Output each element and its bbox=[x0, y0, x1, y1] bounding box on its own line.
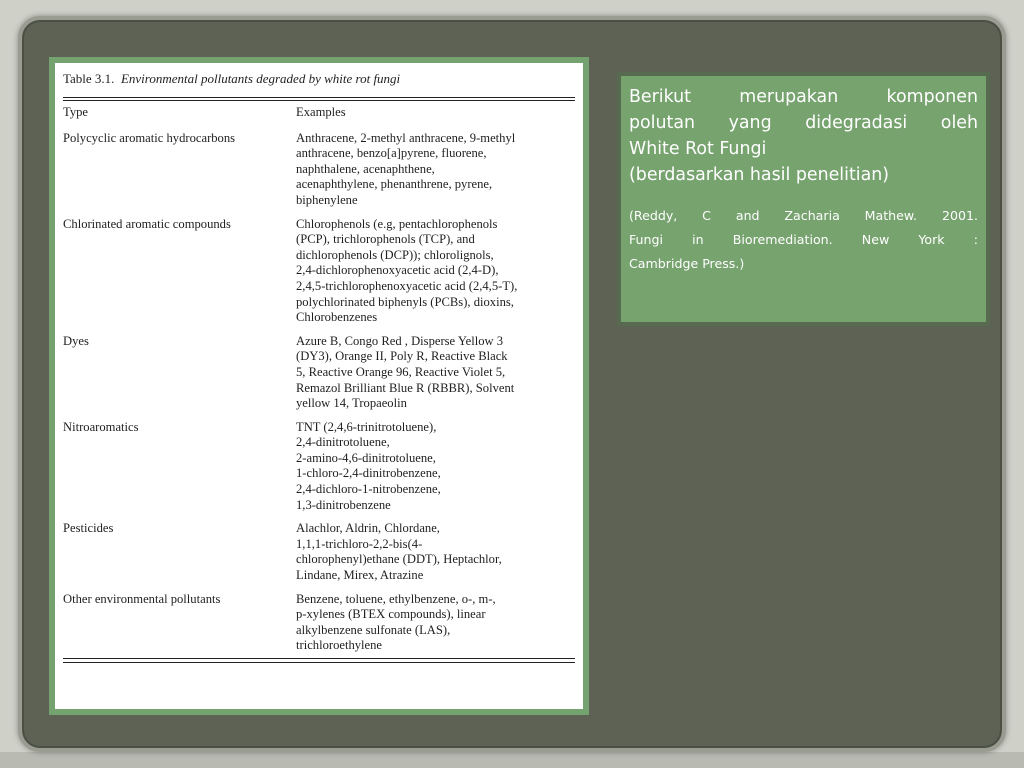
example-line: Remazol Brilliant Blue R (RBBR), Solvent bbox=[296, 380, 515, 395]
example-line: TNT (2,4,6-trinitrotoluene), bbox=[296, 419, 437, 434]
example-line: 1,3-dinitrobenzene bbox=[296, 497, 391, 512]
pollutants-table bbox=[63, 101, 575, 658]
example-line: acenaphthylene, phenanthrene, pyrene, bbox=[296, 177, 493, 192]
table-row bbox=[63, 330, 575, 416]
example-line: (DY3), Orange II, Poly R, Reactive Black bbox=[296, 349, 508, 364]
example-line: Alachlor, Aldrin, Chlordane, bbox=[296, 521, 440, 536]
reference-line: Cambridge Press.) bbox=[629, 256, 745, 271]
pollutant-type: Dyes bbox=[63, 333, 89, 348]
description-main-text bbox=[629, 84, 978, 188]
header-type: Type bbox=[63, 105, 88, 119]
pollutant-examples bbox=[296, 127, 575, 213]
table-body bbox=[63, 127, 575, 658]
pollutant-type: Nitroaromatics bbox=[63, 419, 139, 434]
example-line: Benzene, toluene, ethylbenzene, o-, m-, bbox=[296, 591, 496, 606]
pollutant-type: Other environmental pollutants bbox=[63, 591, 221, 606]
table-caption bbox=[63, 71, 575, 87]
table-caption-title: Environmental pollutants degraded by white rot fungi bbox=[120, 71, 401, 86]
main-line: (berdasarkan hasil penelitian) bbox=[629, 165, 890, 185]
pollutant-examples bbox=[296, 416, 575, 518]
example-line: polychlorinated biphenyls (PCBs), dioxins, bbox=[296, 294, 514, 309]
pollutant-type: Chlorinated aromatic compounds bbox=[63, 216, 231, 231]
slide-bottom-band bbox=[0, 752, 1024, 768]
example-line: 5, Reactive Orange 96, Reactive Violet 5, bbox=[296, 364, 506, 379]
example-line: Chlorophenols (e.g, pentachlorophenols bbox=[296, 216, 498, 231]
example-line: alkylbenzene sulfonate (LAS), bbox=[296, 622, 451, 637]
table-row bbox=[63, 416, 575, 518]
pollutant-examples bbox=[296, 588, 575, 658]
example-line: 2,4-dichloro-1-nitrobenzene, bbox=[296, 482, 441, 497]
main-line: Berikut merupakan komponen bbox=[629, 87, 978, 107]
table-row bbox=[63, 213, 575, 330]
example-line: 1,1,1-trichloro-2,2-bis(4- bbox=[296, 536, 423, 551]
table-paper bbox=[55, 63, 583, 709]
pollutant-type: Polycyclic aromatic hydrocarbons bbox=[63, 130, 236, 145]
example-line: naphthalene, acenaphthene, bbox=[296, 161, 435, 176]
example-line: anthracene, benzo[a]pyrene, fluorene, bbox=[296, 146, 487, 161]
example-line: Chlorobenzenes bbox=[296, 310, 378, 325]
reference-line: Fungi in Bioremediation. New York : bbox=[629, 232, 978, 247]
table-row bbox=[63, 517, 575, 587]
example-line: 1-chloro-2,4-dinitrobenzene, bbox=[296, 466, 441, 481]
table-bottom-rule-2 bbox=[63, 662, 575, 663]
example-line: Azure B, Congo Red , Disperse Yellow 3 bbox=[296, 333, 504, 348]
example-line: 2,4-dichlorophenoxyacetic acid (2,4-D), bbox=[296, 263, 499, 278]
example-line: 2,4-dinitrotoluene, bbox=[296, 435, 390, 450]
pollutant-examples bbox=[296, 213, 575, 330]
table-row bbox=[63, 588, 575, 658]
reference-line: (Reddy, C and Zacharia Mathew. 2001. bbox=[629, 208, 978, 223]
pollutant-examples bbox=[296, 517, 575, 587]
table-row bbox=[63, 127, 575, 213]
example-line: Lindane, Mirex, Atrazine bbox=[296, 568, 424, 583]
table-caption-label: Table 3.1. bbox=[63, 71, 115, 86]
description-text-box bbox=[617, 72, 990, 326]
main-line: White Rot Fungi bbox=[629, 139, 767, 159]
example-line: Anthracene, 2-methyl anthracene, 9-methyl bbox=[296, 130, 516, 145]
example-line: (PCP), trichlorophenols (TCP), and bbox=[296, 232, 475, 247]
table-image-panel bbox=[49, 57, 589, 715]
example-line: trichloroethylene bbox=[296, 638, 383, 653]
pollutant-examples bbox=[296, 330, 575, 416]
main-line: polutan yang didegradasi oleh bbox=[629, 113, 978, 133]
header-examples: Examples bbox=[296, 105, 346, 119]
pollutant-type: Pesticides bbox=[63, 521, 114, 536]
reference-text bbox=[629, 204, 978, 276]
example-line: dichlorophenols (DCP)); chlorolignols, bbox=[296, 247, 494, 262]
example-line: chlorophenyl)ethane (DDT), Heptachlor, bbox=[296, 552, 502, 567]
example-line: p-xylenes (BTEX compounds), linear bbox=[296, 607, 486, 622]
table-header-row bbox=[63, 101, 575, 127]
example-line: biphenylene bbox=[296, 192, 358, 207]
example-line: yellow 14, Tropaeolin bbox=[296, 396, 407, 411]
example-line: 2,4,5-trichlorophenoxyacetic acid (2,4,5-T), bbox=[296, 278, 518, 293]
example-line: 2-amino-4,6-dinitrotoluene, bbox=[296, 450, 436, 465]
